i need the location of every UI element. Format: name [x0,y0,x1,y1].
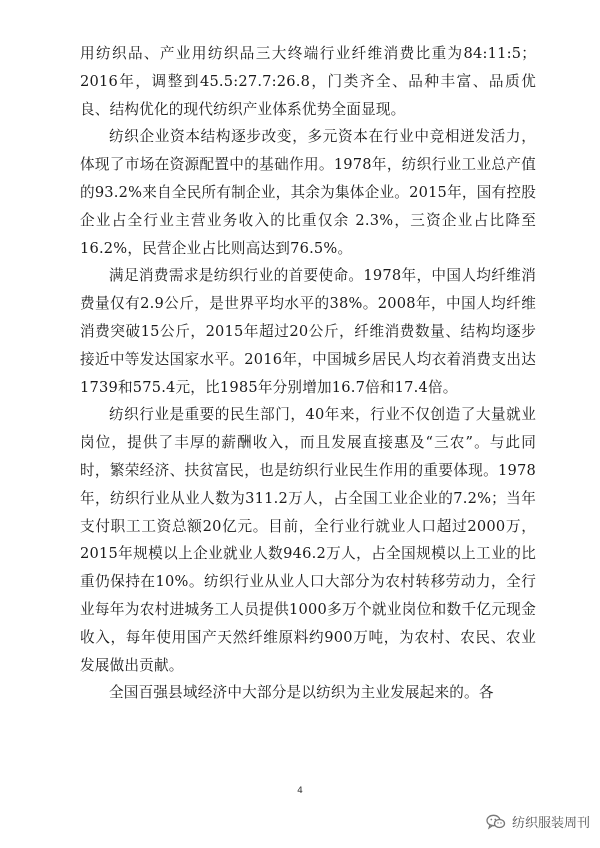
watermark-label: 纺织服装周刊 [511,816,590,831]
paragraph-3: 满足消费需求是纺织行业的首要使命。1978年，中国人均纤维消费量仅有2.9公斤，是世界平均水平的38%。2008年，中国人均纤维消费突破15公斤，2015年超过20公斤，纤维消费数量、结构均逐步接近中等发达国家水平。2016年，中国城乡居民人均衣着消费支出达1739和575.4元，比1985年分别增加16.7倍和17.4倍。 [80,267,536,396]
document-body [80,40,536,707]
paragraph-5: 全国百强县域经济中大部分是以纺织为主业发展起来的。各 [109,684,494,702]
paragraph-2: 纺织企业资本结构逐步改变，多元资本在行业中竞相迸发活力，体现了市场在资源配置中的基础作用。1978年，纺织行业工业总产值的93.2%来自全民所有制企业，其余为集体企业。2015年，国有控股企业占全行业主营业务收入的比重仅余 2.3%，三资企业占比降至16.2%，民营企业占比则高达到76.5%。 [80,128,536,257]
page-number: 4 [297,786,303,796]
paragraph-1: 用纺织品、产业用纺织品三大终端行业纤维消费比重为84:11:5；2016年，调整到45.5:27.7:26.8，门类齐全、品种丰富、品质优良、结构优化的现代纺织产业体系优势全面显现。 [80,45,536,118]
wechat-icon [486,814,506,830]
watermark [486,812,590,831]
paragraph-4: 纺织行业是重要的民生部门，40年来，行业不仅创造了大量就业岗位，提供了丰厚的薪酬收入，而且发展直接惠及“三农”。与此同时，繁荣经济、扶贫富民，也是纺织行业民生作用的重要体现。1978年，纺织行业从业人数为311.2万人，占全国工业企业的7.2%；当年支付职工工资总额20亿元。目前，全行业行就业人口超过2000万，2015年规模以上企业就业人数946.2万人，占全国规模以上工业的比重仍保持在10%。纺织行业从业人口大部分为农村转移劳动力，全行业每年为农村进城务工人员提供1000多万个就业岗位和数千亿元现金收入，每年使用国产天然纤维原料约900万吨，为农村、农民、农业发展做出贡献。 [80,406,536,674]
